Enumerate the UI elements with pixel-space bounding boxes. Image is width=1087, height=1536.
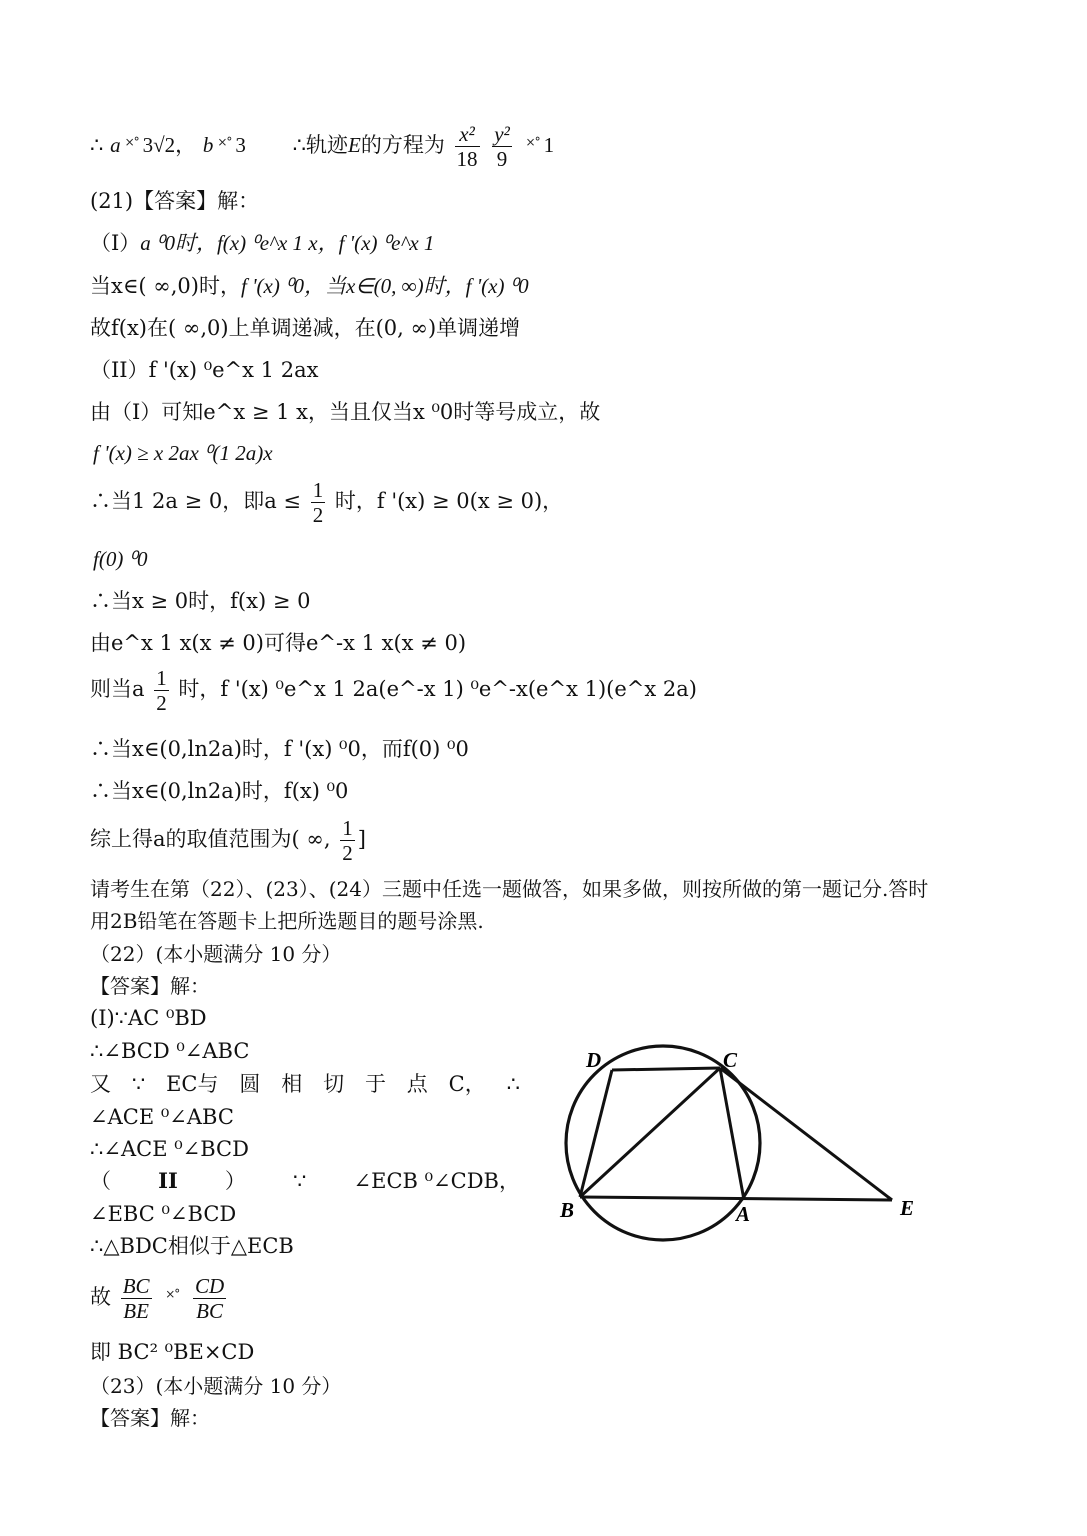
- q21-line-4: （II）f '(x) ⁰e^x 1 2ax: [90, 358, 319, 382]
- q21-line-3: 故f(x)在( ∞,0)上单调递减，在(0, ∞)单调递增: [90, 316, 521, 340]
- q21-line-6: f '(x) ≥ x 2ax ⁰(1 2a)x: [93, 441, 273, 465]
- fraction-y2-9: $\frac{\text{y²}}{9}$: [494, 122, 510, 171]
- q22-line-9: 故 $\frac{BC}{BE}$ ×° $\frac{CD}{BC}$: [90, 1274, 225, 1323]
- notice-line-2: 用2B铅笔在答题卡上把所选题目的题号涂黑.: [90, 909, 484, 933]
- q21-line-9: ∴当x ≥ 0时，f(x) ≥ 0: [90, 589, 311, 613]
- q21-line-13: ∴当x∈(0,ln2a)时，f(x) ⁰0: [90, 779, 349, 803]
- q23-heading: （23）(本小题满分 10 分）: [90, 1374, 342, 1398]
- q22-line-4: ∠ACE ⁰∠ABC: [90, 1105, 234, 1129]
- q21-line-1: （I）a ⁰0时，f(x) ⁰e^x 1 x，f '(x) ⁰e^x 1: [90, 231, 435, 255]
- q21-line-7: ∴当1 2a ≥ 0，即a ≤ $\frac{1}{2}$ 时，f '(x) ≥ 0(x ≥ 0)，: [90, 478, 564, 527]
- notice-line-1: 请考生在第（22）、(23）、(24）三题中任选一题做答，如果多做，则按所做的第一题记分.答时: [90, 877, 929, 901]
- q21-line-8: f(0) ⁰0: [93, 547, 148, 571]
- label-D: D: [586, 1048, 602, 1072]
- q22-answer-label: 【答案】解：: [90, 974, 210, 998]
- segment-DC: [612, 1068, 720, 1070]
- q22-line-2: ∴∠BCD ⁰∠ABC: [90, 1039, 250, 1063]
- segment-CE: [720, 1068, 892, 1200]
- q23-answer-label: 【答案】解：: [90, 1406, 210, 1430]
- label-C: C: [723, 1048, 738, 1072]
- q22-line-7: ∠EBC ⁰∠BCD: [90, 1202, 237, 1226]
- label-B: B: [560, 1198, 575, 1222]
- q21-line-11: 则当a $\frac{1}{2}$ 时，f '(x) ⁰e^x 1 2a(e^-x 1) ⁰e^-x(e^x 1)(e^x 2a): [90, 666, 697, 715]
- q22-line-1: (I)∵AC ⁰BD: [90, 1006, 207, 1030]
- segment-BE: [580, 1197, 892, 1200]
- q21-heading: (21)【答案】解：: [90, 189, 260, 213]
- geometry-figure: [550, 1040, 950, 1260]
- q22-line-10: 即 BC² ⁰BE×CD: [90, 1340, 255, 1364]
- segment-DB: [580, 1070, 612, 1197]
- q22-line-8: ∴△BDC相似于△ECB: [90, 1234, 294, 1258]
- q22-line-3: 又 ∵ EC与 圆 相 切 于 点 C， ∴: [90, 1072, 520, 1096]
- q21-line-5: 由（I）可知e^x ≥ 1 x，当且仅当x ⁰0时等号成立，故: [90, 400, 601, 424]
- line-1: ∴ a ×° 3√2， b ×° 3 ∴轨迹E的方程为 $\frac{\text{x²}}{18}$ $\frac{\text{y²}}{9}$ ×° 1: [90, 122, 555, 171]
- q21-line-2: 当x∈( ∞,0)时，f '(x) ⁰0，当x∈(0, ∞)时，f '(x) ⁰0: [90, 274, 529, 298]
- label-A: A: [736, 1202, 751, 1226]
- var-a: a: [110, 133, 121, 157]
- label-E: E: [900, 1196, 915, 1220]
- fraction-x2-18: $\frac{\text{x²}}{18}$: [456, 122, 478, 171]
- q21-line-10: 由e^x 1 x(x ≠ 0)可得e^-x 1 x(x ≠ 0): [90, 631, 467, 655]
- segment-CB: [580, 1068, 720, 1197]
- q21-line-14: 综上得a的取值范围为( ∞, $\frac{1}{2}$ ]: [90, 816, 366, 865]
- q22-line-5: ∴∠ACE ⁰∠BCD: [90, 1137, 249, 1161]
- q22-line-6: （ II ） ∵ ∠ECB ⁰∠CDB，: [90, 1168, 520, 1193]
- segment-CA: [720, 1068, 744, 1200]
- q21-line-12: ∴当x∈(0,ln2a)时，f '(x) ⁰0，而f(0) ⁰0: [90, 737, 469, 761]
- q22-heading: （22）(本小题满分 10 分）: [90, 942, 342, 966]
